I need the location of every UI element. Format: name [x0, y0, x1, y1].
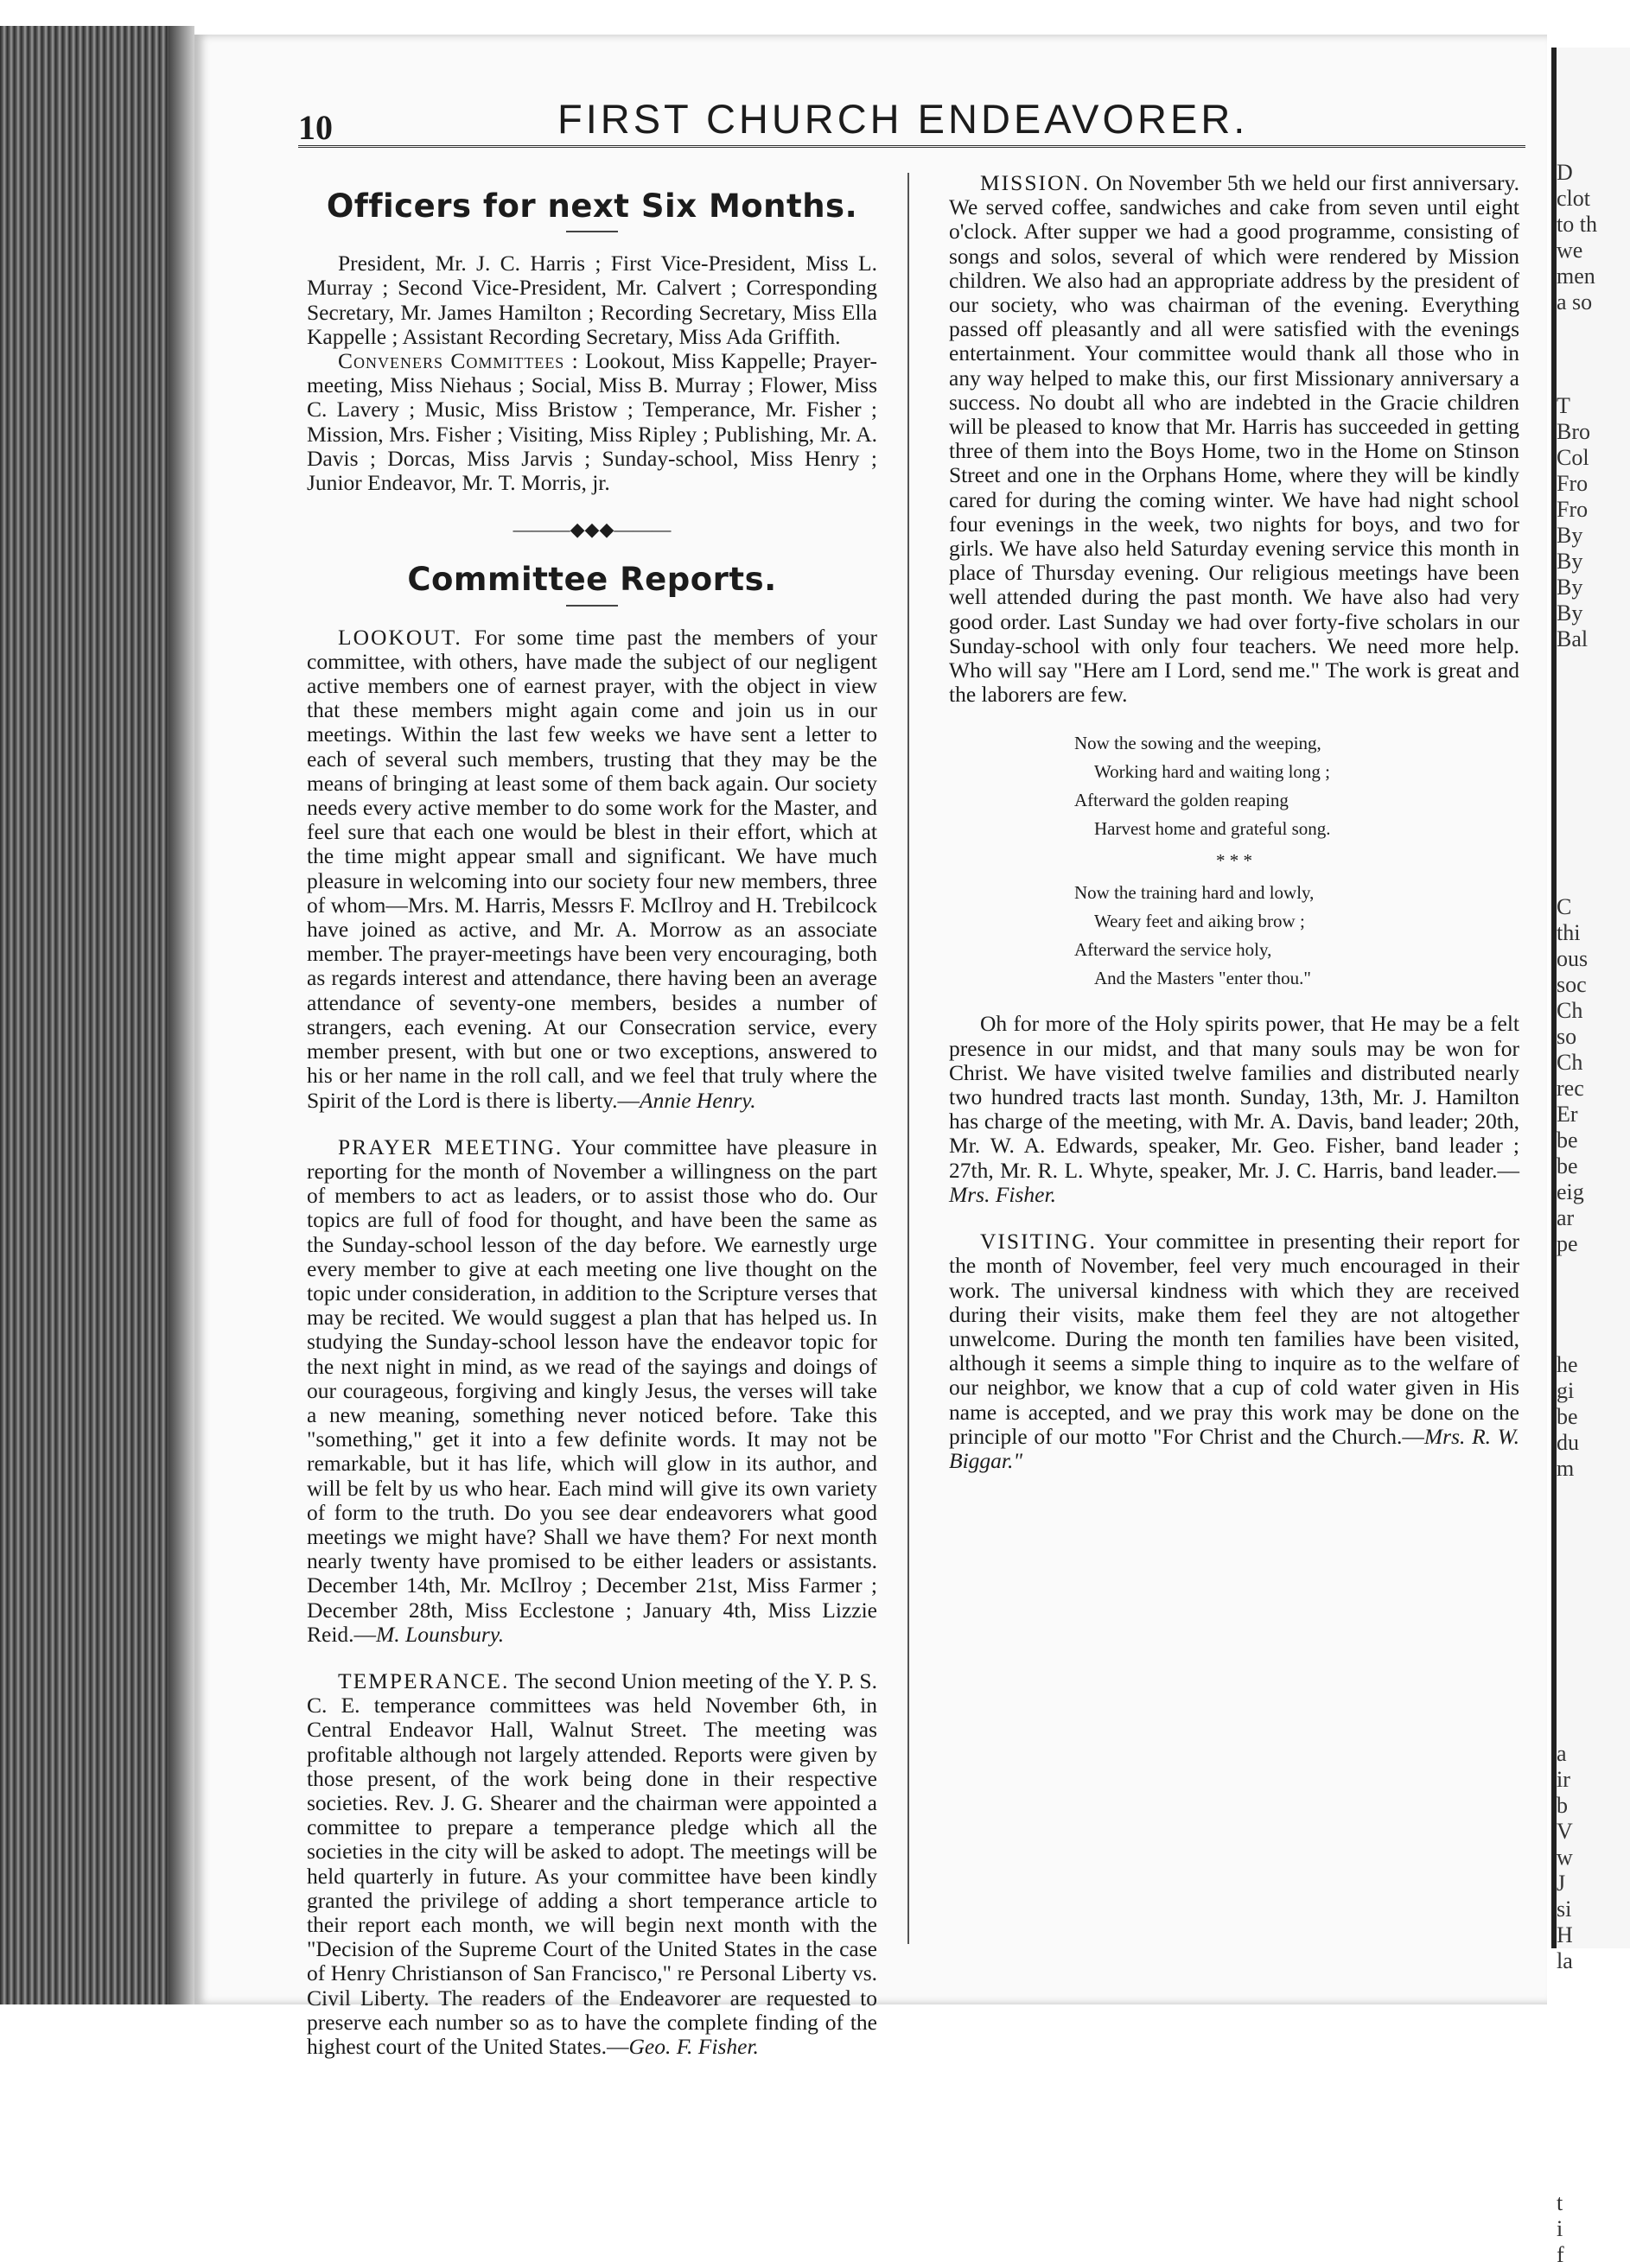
adjacent-page-fragment-text: Col	[1557, 445, 1589, 470]
adjacent-page-fragment-text: D	[1557, 160, 1573, 185]
adjacent-page-fragment-text: rec	[1557, 1076, 1584, 1101]
mission-report	[949, 171, 1519, 707]
adjacent-page-fragment-text: be	[1557, 1404, 1578, 1429]
mission-lead: MISSION.	[980, 170, 1091, 195]
book-binding-edge	[0, 26, 194, 2004]
prayer-meeting-report	[307, 1135, 877, 1647]
poem-line: Afterward the service holy,	[1074, 939, 1272, 961]
poem-stanza-break: * * *	[1216, 850, 1252, 872]
temperance-signature: Geo. F. Fisher.	[628, 2034, 759, 2060]
adjacent-page-fragment-text: By	[1557, 549, 1583, 574]
adjacent-page-fragment-text: f	[1557, 2242, 1564, 2267]
adjacent-page-fragment-text: By	[1557, 523, 1583, 548]
mission-report-continued	[949, 1012, 1519, 1207]
adjacent-page-fragment-text: m	[1557, 1456, 1575, 1481]
prayer-body: Your committee have pleasure in reporting for the month of November a willingness on the part of members to act as leaders, or to assist those who do. Our topics are full of food for thought, and have been the same as the Sunday-school lesson of the day before. We earnestly urge every member to give at each meeting one live thought on the topic under consideration, in addition to the Scripture verses that may be recited. We would suggest a plan that has helped us. In studying the Sunday-school lesson have the endeavor topic for the next night in mind, as we read of the sayings and doings of our courageous, forgiving and kingly Jesus, the verses will take a new meaning, something never noticed before. Take this "something," get it into a few definite words. It may not be remarkable, but it has life, which will glow in its author, and will be felt by us who hear. Each mind will give its own variety of form to the truth. Do you see dear endeavorers what good meetings we might have? Shall we have them? For next month nearly twenty have promised to be either leaders or assistants. December 14th, Mr. McIlroy ; December 21st, Miss Farmer ; December 28th, Miss Ecclestone ; January 4th, Miss Lizzie Reid.—	[307, 1134, 877, 1647]
poem-line: And the Masters "enter thou."	[1094, 968, 1312, 989]
section-ornament: ———◆◆◆———	[513, 518, 672, 541]
left-column	[307, 187, 878, 2060]
adjacent-page-fragment-text: du	[1557, 1430, 1579, 1455]
adjacent-page-fragment-text: be	[1557, 1153, 1578, 1178]
officers-heading: Officers for next Six Months.	[326, 187, 858, 225]
adjacent-page-fragment-text: V	[1557, 1819, 1573, 1844]
adjacent-page-fragment-text: he	[1557, 1352, 1578, 1377]
adjacent-page-text	[1557, 160, 1630, 2268]
lookout-body: For some time past the members of your committee, with others, have made the subject of our negligent active members one of earnest prayer, with the object in view that these members might again come and join us in our meetings. Within the last few weeks we have sent a letter to each of several such members, trusting that they may be the means of bringing at least some of them back again. Our society needs every active member to do some work for the Master, and feel sure that each one would be blest in their effort, which at the time might appear small and significant. We have much pleasure in welcoming into our society four new members, three of whom—Mrs. M. Harris, Messrs F. McIlroy and H. Trebilcock have joined as active, and Mr. A. Morrow as an associate member. The prayer-meetings have been very encouraging, both as regards interest and attendance, there having been an average attendance of seventy-one members, besides a number of strangers, each evening. At our Consecration service, every member present, with but one or two exceptions, answered to his or her name in the roll call, and we feel that truly where the Spirit of the Lord is there is liberty.—	[307, 624, 878, 1113]
adjacent-page-fragment-text: pe	[1557, 1231, 1578, 1256]
visiting-lead: VISITING.	[980, 1229, 1097, 1255]
adjacent-page-fragment-text: By	[1557, 600, 1583, 626]
adjacent-page-fragment-text: t	[1557, 2190, 1563, 2215]
adjacent-page-fragment-text: ir	[1557, 1767, 1570, 1792]
lookout-signature: Annie Henry.	[640, 1087, 756, 1113]
prayer-lead: PRAYER MEETING.	[338, 1134, 563, 1159]
adjacent-page-fragment-text: be	[1557, 1128, 1578, 1153]
heading-rule	[566, 231, 618, 232]
adjacent-page-fragment-text: J	[1557, 1871, 1566, 1896]
poem-line: Weary feet and aiking brow ;	[1094, 911, 1305, 932]
adjacent-page-fragment-text: Fro	[1557, 497, 1589, 522]
temperance-body: The second Union meeting of the Y. P. S. C. E. temperance committees was held November 6th, in Central Endeavor Hall, Walnut Street. The meeting was profitable although not largely attended. Reports were given by those present, of the work being done in their respective societies. Rev. J. G. Shearer and the chairman were appointed a committee to prepare a temperance pledge which all the societies in the city will be asked to adopt. The meetings will be held quarterly in future. As your committee have been kindly granted the privilege of adding a short temperance article to their report each month, we will begin next month with the "Decision of the Supreme Court of the United States in the case of Henry Christianson of San Francisco," re Personal Liberty vs. Civil Liberty. The readers of the Endeavorer are requested to preserve each number so as to have the complete finding of the highest court of the United States.—	[307, 1668, 877, 2060]
column-divider	[907, 173, 909, 1944]
adjacent-page-fragment-text: ar	[1557, 1205, 1575, 1230]
adjacent-page-fragment-text: eig	[1557, 1179, 1584, 1204]
poem-line: Now the sowing and the weeping,	[1074, 733, 1321, 754]
adjacent-page-fragment-text: a so	[1557, 289, 1593, 314]
lookout-lead: LOOKOUT.	[338, 624, 462, 650]
page-header	[298, 93, 1525, 148]
visiting-signature: Mrs. R. W. Biggar."	[949, 1423, 1519, 1473]
adjacent-page-fragment-text: we	[1557, 238, 1583, 263]
conveners-list	[307, 349, 877, 495]
mission-body: On November 5th we held our first anniversary. We served coffee, sandwiches and cake from seven until eight o'clock. After supper we had a good programme, consisting of songs and solos, several of which were rendered by Mission children. We also had an appropriate address by the president of our society, who was chairman of the evening. Everything passed off pleasantly and all were satisfied with the evenings entertainment. Your committee would thank all those who in any way helped to make this, our first Missionary anniversary a success. No doubt all who are indebted in the Gracie children will be pleased to know that Mr. Harris has succeeded in getting three of them into the Boys Home, two in the Home on Stinson Street and one in the Orphans Home, where they will be kindly cared for during the coming winter. We have had night school four evenings in the week, two nights for boys, and two for girls. We have also held Saturday evening service this month in place of Thursday evening. Our religious meetings have been well attended during the past month. We have also had very good order. Last Sunday we had over forty-five scholars in our Sunday-school with only four teachers. We need more help. Who will say "Here am I Lord, send me." The work is great and the laborers are few.	[949, 170, 1520, 708]
adjacent-page-fragment-text: Bal	[1557, 626, 1589, 651]
visiting-body: Your committee in presenting their report for the month of November, feel very much encouraged in their work. The universal kindness with which they are received during their visits, make them feel they are not altogether unwelcome. During the month ten families have been visited, although it seems a simple thing to inquire as to the welfare of our neighbor, we know that a cup of cold water given in His name is accepted, and we pray this work may be done on the principle of our motto "For Christ and the Church.—	[949, 1229, 1520, 1449]
adjacent-page-fragment-text: Bro	[1557, 419, 1590, 444]
adjacent-page-fragment-text: ous	[1557, 946, 1589, 971]
temperance-lead: TEMPERANCE.	[338, 1668, 510, 1693]
temperance-report	[307, 1669, 877, 2059]
adjacent-page-fragment-text: clot	[1557, 186, 1590, 211]
adjacent-page-fragment-text: H	[1557, 1922, 1573, 1947]
adjacent-page-fragment-text: thi	[1557, 920, 1581, 945]
mission-body2: Oh for more of the Holy spirits power, that He may be a felt presence in our midst, and that many souls may be won for Christ. We have visited twelve families and distributed nearly two hundred tracts last month. Sunday, 13th, Mr. J. Hamilton has charge of the meeting, with Mr. A. Davis, band leader; 20th, Mr. W. A. Edwards, speaker, Mr. Geo. Fisher, band leader ; 27th, Mr. R. L. Whyte, speaker, Mr. J. C. Harris, band leader.—	[949, 1011, 1519, 1183]
poem-line: Now the training hard and lowly,	[1074, 882, 1315, 904]
adjacent-page-fragment	[1551, 48, 1630, 2267]
mission-poem	[949, 729, 1519, 993]
poem-line: Harvest home and grateful song.	[1094, 818, 1331, 840]
adjacent-page-fragment-text: gi	[1557, 1378, 1575, 1403]
adjacent-page-fragment-text: Ch	[1557, 1050, 1583, 1075]
adjacent-page-fragment-text: Fro	[1557, 471, 1589, 496]
adjacent-page-fragment-text: a	[1557, 1741, 1567, 1766]
adjacent-page-fragment-text: w	[1557, 1845, 1573, 1870]
heading-rule	[566, 605, 618, 607]
officers-list	[307, 251, 877, 349]
adjacent-page-fragment-text: si	[1557, 1896, 1572, 1922]
adjacent-page-fragment-text: Ch	[1557, 998, 1583, 1023]
adjacent-page-fragment-text: By	[1557, 575, 1583, 600]
mission-signature: Mrs. Fisher.	[949, 1181, 1056, 1207]
poem-line: Working hard and waiting long ;	[1094, 761, 1331, 783]
adjacent-page-fragment-text: soc	[1557, 972, 1587, 997]
conveners-label: Conveners Committees :	[338, 348, 579, 374]
adjacent-page-fragment-text: men	[1557, 264, 1595, 289]
officers-body: President, Mr. J. C. Harris ; First Vice-President, Miss L. Murray ; Second Vice-President, Mr. Calvert ; Corresponding Secretary, Mr. James Hamilton ; Recording Secretary, Miss Ella Kappelle ; Assistant Recording Secretary, Miss Ada Griffith.	[307, 251, 877, 349]
adjacent-page-fragment-text: Er	[1557, 1102, 1578, 1127]
adjacent-page-fragment-text: la	[1557, 1948, 1573, 1973]
adjacent-page-fragment-text: to th	[1557, 212, 1597, 237]
page-number: 10	[298, 108, 333, 147]
conveners-body: Lookout, Miss Kappelle; Prayer-meeting, Miss Niehaus ; Social, Miss B. Murray ; Flower, Miss C. Lavery ; Music, Miss Bristow ; Temperance, Mr. Fisher ; Mission, Mrs. Fisher ; Visiting, Miss Ripley ; Publishing, Mr. A. Davis ; Dorcas, Miss Jarvis ; Sunday-school, Miss Henry ; Junior Endeavor, Mr. T. Morris, jr.	[307, 348, 877, 496]
adjacent-page-fragment-text: T	[1557, 393, 1570, 418]
poem-line: Afterward the golden reaping	[1074, 790, 1289, 811]
adjacent-page-fragment-text: b	[1557, 1793, 1568, 1818]
adjacent-page-fragment-text: C	[1557, 894, 1572, 919]
prayer-signature: M. Lounsbury.	[376, 1621, 505, 1647]
adjacent-page-fragment-text: so	[1557, 1024, 1577, 1049]
running-title: FIRST CHURCH ENDEAVORER.	[557, 96, 1249, 142]
reports-heading: Committee Reports.	[407, 561, 777, 599]
lookout-report	[307, 626, 877, 1113]
visiting-report	[949, 1229, 1519, 1473]
right-column	[949, 171, 1519, 1496]
adjacent-page-fragment-text: i	[1557, 2216, 1563, 2241]
